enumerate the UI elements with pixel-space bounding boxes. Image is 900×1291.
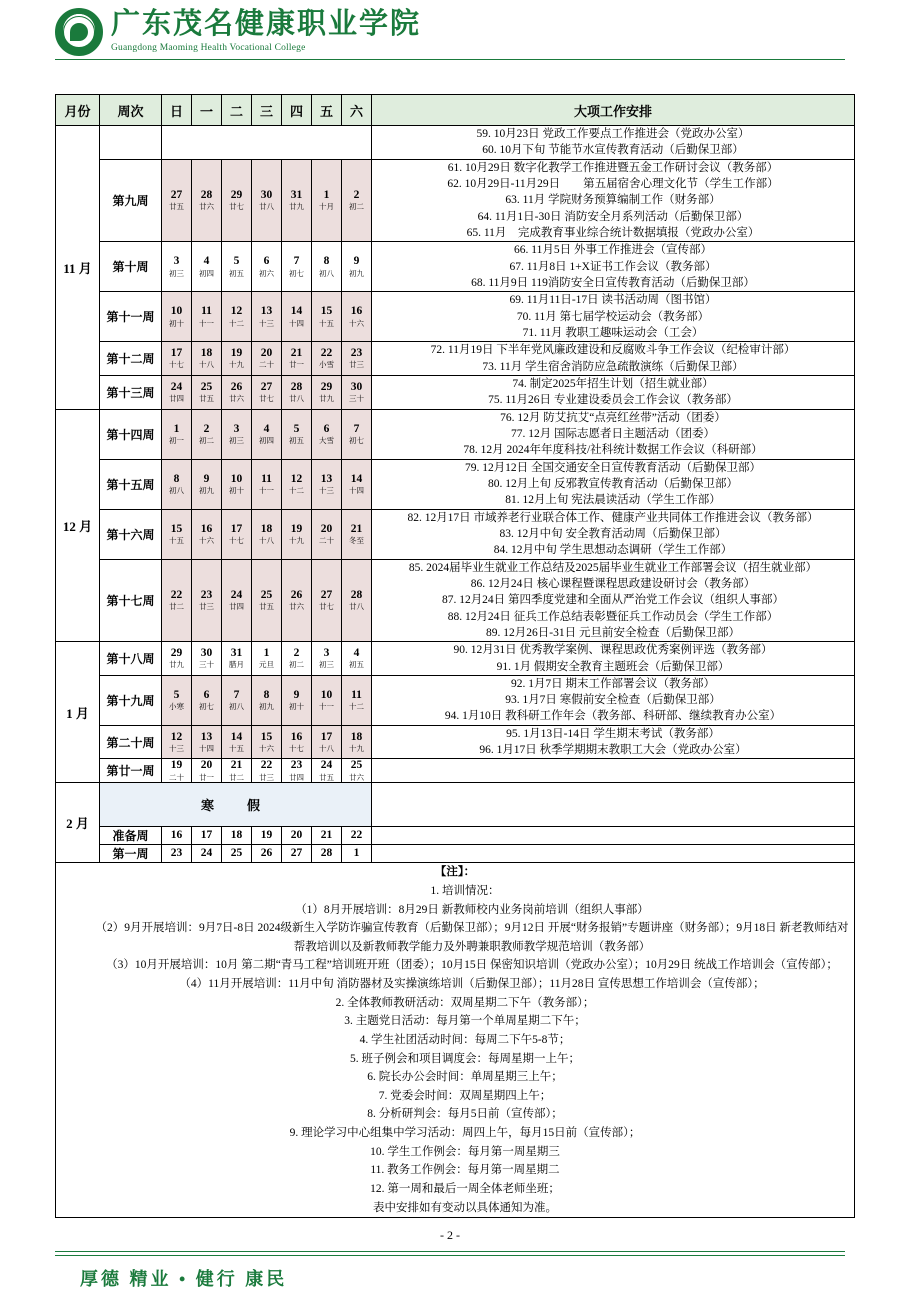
day-cell: 1 十月 bbox=[312, 159, 342, 242]
day-cell: 14 十四 bbox=[282, 292, 312, 342]
th-week: 周次 bbox=[100, 95, 162, 126]
day-cell: 24 廿四 bbox=[222, 559, 252, 642]
vacation-label: 寒 假 bbox=[100, 783, 372, 827]
day-cell: 4 初五 bbox=[342, 642, 372, 676]
task-item: 87. 12月24日 第四季度党建和全面从严治党工作会议（组织人事部） bbox=[441, 594, 785, 607]
task-cell bbox=[372, 375, 855, 409]
task-cell bbox=[372, 845, 855, 863]
day-cell: 4 初四 bbox=[252, 409, 282, 459]
day-cell: 6 大雪 bbox=[312, 409, 342, 459]
college-emblem-icon bbox=[55, 8, 103, 56]
task-cell bbox=[372, 126, 855, 160]
task-item: 83. 12月中旬 安全教育活动周（后勤保卫部） bbox=[499, 527, 727, 540]
task-item: 69. 11月11日-17日 读书活动周（图书馆） bbox=[509, 294, 717, 307]
day-cell-empty bbox=[162, 126, 372, 160]
th-fri: 五 bbox=[312, 95, 342, 126]
document-header bbox=[0, 0, 900, 62]
day-cell: 4 初四 bbox=[192, 242, 222, 292]
task-item: 59. 10月23日 党政工作要点工作推进会（党政办公室） bbox=[476, 128, 750, 140]
task-item: 96. 1月17日 秋季学期期末教职工大会（党政办公室） bbox=[479, 744, 747, 757]
task-item: 80. 12月上旬 反邪教宣传教育活动（后勤保卫部） bbox=[487, 477, 739, 490]
th-tue: 二 bbox=[222, 95, 252, 126]
task-item: 64. 11月1日-30日 消防安全月系列活动（后勤保卫部） bbox=[477, 210, 749, 223]
day-cell: 20 廿一 bbox=[192, 759, 222, 783]
month-cell: 1 月 bbox=[56, 642, 100, 783]
day-cell: 24 bbox=[192, 845, 222, 863]
month-cell: 2 月 bbox=[56, 783, 100, 863]
day-cell: 20 bbox=[282, 827, 312, 845]
day-cell: 10 初十 bbox=[162, 292, 192, 342]
task-item: 82. 12月17日 市域养老行业联合体工作、健康产业共同体工作推进会议（教务部） bbox=[407, 511, 819, 524]
task-cell bbox=[372, 509, 855, 559]
note-item: （1）8月开展培训：8月29日 新教师校内业务岗前培训（组织人事部） bbox=[295, 903, 649, 916]
note-item: 4. 学生社团活动时间：每周二下午5-8节； bbox=[359, 1033, 571, 1046]
week-cell: 第二十周 bbox=[100, 725, 162, 759]
day-cell: 1 bbox=[342, 845, 372, 863]
day-cell: 23 廿三 bbox=[192, 559, 222, 642]
calendar-row bbox=[56, 725, 855, 759]
day-cell: 28 廿六 bbox=[192, 159, 222, 242]
day-cell: 21 bbox=[312, 827, 342, 845]
day-cell: 12 十二 bbox=[222, 292, 252, 342]
task-cell bbox=[372, 783, 855, 827]
calendar-row bbox=[56, 409, 855, 459]
day-cell: 21 冬至 bbox=[342, 509, 372, 559]
task-cell bbox=[372, 409, 855, 459]
note-item: 5. 班子例会和项目调度会：每周星期一上午； bbox=[350, 1052, 580, 1065]
day-cell: 16 十七 bbox=[282, 725, 312, 759]
note-item: 表中安排如有变动以具体通知为准。 bbox=[373, 1201, 557, 1214]
notes-cell bbox=[56, 863, 855, 1218]
week-cell: 第十二周 bbox=[100, 342, 162, 376]
task-item: 63. 11月 学院财务预算编制工作（财务部） bbox=[505, 194, 721, 207]
calendar-row bbox=[56, 242, 855, 292]
day-cell: 15 十五 bbox=[312, 292, 342, 342]
table-header-row bbox=[56, 95, 855, 126]
day-cell: 25 bbox=[222, 845, 252, 863]
week-cell: 第廿一周 bbox=[100, 759, 162, 783]
task-cell bbox=[372, 827, 855, 845]
task-cell bbox=[372, 559, 855, 642]
day-cell: 20 二十 bbox=[252, 342, 282, 376]
day-cell: 5 初五 bbox=[282, 409, 312, 459]
day-cell: 1 元旦 bbox=[252, 642, 282, 676]
task-cell bbox=[372, 342, 855, 376]
day-cell: 18 十八 bbox=[252, 509, 282, 559]
note-item: 12. 第一周和最后一周全体老师坐班； bbox=[370, 1182, 560, 1195]
calendar-row bbox=[56, 126, 855, 160]
th-tasks: 大项工作安排 bbox=[372, 95, 855, 126]
header-divider bbox=[55, 59, 845, 60]
task-item: 86. 12月24日 核心课程暨课程思政建设研讨会（教务部） bbox=[470, 577, 756, 590]
day-cell: 12 十三 bbox=[162, 725, 192, 759]
day-cell: 10 十一 bbox=[312, 675, 342, 725]
day-cell: 26 bbox=[252, 845, 282, 863]
task-item: 75. 11月26日 专业建设委员会工作会议（教务部） bbox=[488, 394, 738, 407]
task-item: 60. 10月下旬 节能节水宣传教育活动（后勤保卫部） bbox=[482, 144, 744, 157]
day-cell: 12 十二 bbox=[282, 459, 312, 509]
day-cell: 23 廿四 bbox=[282, 759, 312, 783]
day-cell: 27 廿七 bbox=[312, 559, 342, 642]
note-item: 6. 院长办公会时间：单周星期三上午； bbox=[367, 1071, 563, 1084]
day-cell: 11 十二 bbox=[342, 675, 372, 725]
academic-calendar-table bbox=[55, 94, 855, 1218]
task-item: 77. 12月 国际志愿者日主题活动（团委） bbox=[510, 427, 716, 440]
task-item: 92. 1月7日 期末工作部署会议（教务部） bbox=[510, 677, 716, 690]
task-item: 93. 1月7日 寒假前安全检查（后勤保卫部） bbox=[505, 694, 721, 707]
day-cell: 13 十三 bbox=[252, 292, 282, 342]
day-cell: 31 腊月 bbox=[222, 642, 252, 676]
calendar-row bbox=[56, 675, 855, 725]
day-cell: 17 十八 bbox=[312, 725, 342, 759]
day-cell: 15 十六 bbox=[252, 725, 282, 759]
day-cell: 31 廿九 bbox=[282, 159, 312, 242]
task-item: 89. 12月26日-31日 元旦前安全检查（后勤保卫部） bbox=[486, 626, 740, 639]
task-item: 95. 1月13日-14日 学生期末考试（教务部） bbox=[506, 727, 720, 740]
note-item: 8. 分析研判会：每月5日前（宣传部）； bbox=[367, 1108, 563, 1121]
day-cell: 30 廿八 bbox=[252, 159, 282, 242]
week-cell: 第十五周 bbox=[100, 459, 162, 509]
calendar-row bbox=[56, 375, 855, 409]
th-mon: 一 bbox=[192, 95, 222, 126]
task-cell bbox=[372, 242, 855, 292]
day-cell: 18 十九 bbox=[342, 725, 372, 759]
day-cell: 3 初三 bbox=[162, 242, 192, 292]
day-cell: 17 bbox=[192, 827, 222, 845]
day-cell: 29 廿九 bbox=[162, 642, 192, 676]
note-item: 9. 理论学习中心组集中学习活动：周四上午，每月15日前（宣传部）； bbox=[289, 1127, 641, 1140]
day-cell: 26 廿六 bbox=[222, 375, 252, 409]
month-cell: 12 月 bbox=[56, 409, 100, 642]
task-item: 68. 11月9日 119消防安全日宣传教育活动（后勤保卫部） bbox=[471, 276, 755, 289]
day-cell: 28 廿八 bbox=[342, 559, 372, 642]
day-cell: 3 初三 bbox=[312, 642, 342, 676]
week-cell bbox=[100, 126, 162, 160]
college-name-en: Guangdong Maoming Health Vocational College bbox=[111, 43, 306, 53]
day-cell: 11 十一 bbox=[252, 459, 282, 509]
day-cell: 7 初七 bbox=[282, 242, 312, 292]
day-cell: 8 初八 bbox=[312, 242, 342, 292]
week-cell: 第十一周 bbox=[100, 292, 162, 342]
task-cell bbox=[372, 159, 855, 242]
task-item: 90. 12月31日 优秀教学案例、课程思政优秀案例评选（教务部） bbox=[453, 644, 773, 657]
day-cell: 8 初九 bbox=[252, 675, 282, 725]
day-cell: 22 廿三 bbox=[252, 759, 282, 783]
task-item: 91. 1月 假期安全教育主题班会（后勤保卫部） bbox=[496, 660, 730, 673]
note-item: 11. 教务工作例会：每月第一周星期二 bbox=[370, 1164, 560, 1177]
task-item: 70. 11月 第七届学校运动会（教务部） bbox=[516, 310, 710, 323]
week-cell: 第一周 bbox=[100, 845, 162, 863]
task-item: 78. 12月 2024年年度科技/社科统计数据工作会议（科研部） bbox=[463, 444, 763, 457]
day-cell: 14 十四 bbox=[342, 459, 372, 509]
note-item: 2. 全体教师教研活动：双周星期二下午（教务部）； bbox=[335, 996, 595, 1009]
day-cell: 22 廿二 bbox=[162, 559, 192, 642]
day-cell: 18 bbox=[222, 827, 252, 845]
note-item: 7. 党委会时间：双周星期四上午； bbox=[378, 1089, 552, 1102]
day-cell: 23 bbox=[162, 845, 192, 863]
task-item: 72. 11月19日 下半年党风廉政建设和反腐败斗争工作会议（纪检审计部） bbox=[430, 344, 796, 357]
day-cell: 2 初二 bbox=[342, 159, 372, 242]
week-cell: 第十六周 bbox=[100, 509, 162, 559]
task-cell bbox=[372, 759, 855, 783]
day-cell: 22 bbox=[342, 827, 372, 845]
th-sat: 六 bbox=[342, 95, 372, 126]
day-cell: 16 十六 bbox=[192, 509, 222, 559]
calendar-row bbox=[56, 827, 855, 845]
task-item: 66. 11月5日 外事工作推进会（宣传部） bbox=[514, 244, 712, 257]
calendar-row bbox=[56, 759, 855, 783]
footer-divider bbox=[0, 1245, 900, 1263]
task-item: 84. 12月中旬 学生思想动态调研（学生工作部） bbox=[493, 544, 733, 557]
week-cell: 第十三周 bbox=[100, 375, 162, 409]
week-cell: 第十八周 bbox=[100, 642, 162, 676]
th-thu: 四 bbox=[282, 95, 312, 126]
calendar-row bbox=[56, 292, 855, 342]
task-item: 76. 12月 防艾抗艾“点亮红丝带”活动（团委） bbox=[500, 411, 726, 424]
th-sun: 日 bbox=[162, 95, 192, 126]
note-item: 3. 主题党日活动：每月第一个单周星期二下午； bbox=[344, 1015, 586, 1028]
task-cell bbox=[372, 675, 855, 725]
note-item: （2）9月开展培训：9月7日-8日 2024级新生入学防诈骗宣传教育（后勤保卫部）；9月12日 开展“财务报销”专题讲座（财务部）；9月18日 新老教师结对帮教培训以及新教师教学能力及外聘兼职教师教学规范培训（教务部） bbox=[95, 922, 849, 953]
college-name-cn: 广东茂名健康职业学院 bbox=[111, 8, 422, 40]
note-item: 1. 培训情况： bbox=[430, 884, 500, 897]
calendar-row bbox=[56, 459, 855, 509]
day-cell: 25 廿六 bbox=[342, 759, 372, 783]
week-cell: 第十周 bbox=[100, 242, 162, 292]
task-item: 62. 10月29日-11月29日 第五届宿舍心理文化节（学生工作部） bbox=[447, 177, 779, 190]
calendar-row bbox=[56, 845, 855, 863]
day-cell: 9 初十 bbox=[282, 675, 312, 725]
task-item: 71. 11月 教职工趣味运动会（工会） bbox=[522, 326, 704, 339]
day-cell: 3 初三 bbox=[222, 409, 252, 459]
month-cell: 11 月 bbox=[56, 126, 100, 410]
task-cell bbox=[372, 725, 855, 759]
day-cell: 14 十五 bbox=[222, 725, 252, 759]
task-item: 73. 11月 学生宿舍消防应急疏散演练（后勤保卫部） bbox=[482, 360, 744, 373]
day-cell: 25 廿五 bbox=[252, 559, 282, 642]
calendar-row bbox=[56, 509, 855, 559]
day-cell: 16 十六 bbox=[342, 292, 372, 342]
document-footer bbox=[0, 1228, 900, 1288]
day-cell: 19 二十 bbox=[162, 759, 192, 783]
week-cell: 准备周 bbox=[100, 827, 162, 845]
day-cell: 1 初一 bbox=[162, 409, 192, 459]
college-logo bbox=[55, 8, 900, 56]
task-cell bbox=[372, 642, 855, 676]
task-item: 94. 1月10日 教科研工作年会（教务部、科研部、继续教育办公室） bbox=[444, 710, 782, 723]
notes-title: 【注】： bbox=[434, 866, 476, 879]
th-wed: 三 bbox=[252, 95, 282, 126]
day-cell: 19 十九 bbox=[282, 509, 312, 559]
page-number: - 2 - bbox=[440, 1228, 460, 1243]
week-cell: 第十四周 bbox=[100, 409, 162, 459]
day-cell: 17 十七 bbox=[222, 509, 252, 559]
note-item: （4）11月开展培训：11月中旬 消防器材及实操演练培训（后勤保卫部）；11月28日 宣传思想工作培训会（宣传部）； bbox=[179, 978, 765, 991]
day-cell: 29 廿九 bbox=[312, 375, 342, 409]
day-cell: 22 小雪 bbox=[312, 342, 342, 376]
note-item: （3）10月开展培训：10月 第二期“青马工程”培训班开班（团委）；10月15日 保密知识培训（党政办公室）；10月29日 统战工作培训会（宣传部）； bbox=[106, 959, 838, 972]
day-cell: 5 初五 bbox=[222, 242, 252, 292]
day-cell: 29 廿七 bbox=[222, 159, 252, 242]
task-item: 74. 制定2025年招生计划（招生就业部） bbox=[512, 377, 714, 390]
task-cell bbox=[372, 459, 855, 509]
day-cell: 13 十三 bbox=[312, 459, 342, 509]
day-cell: 17 十七 bbox=[162, 342, 192, 376]
day-cell: 10 初十 bbox=[222, 459, 252, 509]
note-item: 10. 学生工作例会：每月第一周星期三 bbox=[370, 1145, 560, 1158]
task-item: 61. 10月29日 数字化教学工作推进暨五金工作研讨会议（教务部） bbox=[447, 161, 779, 174]
calendar-row bbox=[56, 642, 855, 676]
day-cell: 27 bbox=[282, 845, 312, 863]
day-cell: 18 十八 bbox=[192, 342, 222, 376]
day-cell: 30 三十 bbox=[342, 375, 372, 409]
task-cell bbox=[372, 292, 855, 342]
day-cell: 26 廿六 bbox=[282, 559, 312, 642]
day-cell: 21 廿一 bbox=[282, 342, 312, 376]
college-motto: 厚德 精业 • 健行 康民 bbox=[80, 1269, 288, 1290]
day-cell: 7 初七 bbox=[342, 409, 372, 459]
week-cell: 第十九周 bbox=[100, 675, 162, 725]
day-cell: 28 廿八 bbox=[282, 375, 312, 409]
task-item: 67. 11月8日 1+X证书工作会议（教务部） bbox=[509, 260, 717, 273]
day-cell: 24 廿五 bbox=[312, 759, 342, 783]
day-cell: 11 十一 bbox=[192, 292, 222, 342]
day-cell: 9 初九 bbox=[342, 242, 372, 292]
day-cell: 2 初二 bbox=[282, 642, 312, 676]
day-cell: 5 小寒 bbox=[162, 675, 192, 725]
day-cell: 27 廿五 bbox=[162, 159, 192, 242]
day-cell: 19 bbox=[252, 827, 282, 845]
week-cell: 第十七周 bbox=[100, 559, 162, 642]
day-cell: 30 三十 bbox=[192, 642, 222, 676]
week-cell: 第九周 bbox=[100, 159, 162, 242]
day-cell: 9 初九 bbox=[192, 459, 222, 509]
day-cell: 6 初七 bbox=[192, 675, 222, 725]
day-cell: 2 初二 bbox=[192, 409, 222, 459]
day-cell: 16 bbox=[162, 827, 192, 845]
day-cell: 23 廿三 bbox=[342, 342, 372, 376]
day-cell: 21 廿二 bbox=[222, 759, 252, 783]
calendar-row bbox=[56, 159, 855, 242]
day-cell: 27 廿七 bbox=[252, 375, 282, 409]
day-cell: 25 廿五 bbox=[192, 375, 222, 409]
day-cell: 20 二十 bbox=[312, 509, 342, 559]
day-cell: 7 初八 bbox=[222, 675, 252, 725]
vacation-row bbox=[56, 783, 855, 827]
th-month: 月份 bbox=[56, 95, 100, 126]
day-cell: 28 bbox=[312, 845, 342, 863]
task-item: 88. 12月24日 征兵工作总结表彰暨征兵工作动员会（学生工作部） bbox=[447, 610, 779, 623]
task-item: 81. 12月上旬 宪法晨读活动（学生工作部） bbox=[505, 494, 721, 507]
task-item: 65. 11月 完成教育事业综合统计数据填报（党政办公室） bbox=[466, 226, 760, 239]
day-cell: 24 廿四 bbox=[162, 375, 192, 409]
notes-row bbox=[56, 863, 855, 1218]
day-cell: 6 初六 bbox=[252, 242, 282, 292]
day-cell: 19 十九 bbox=[222, 342, 252, 376]
task-item: 85. 2024届毕业生就业工作总结及2025届毕业生就业工作部署会议（招生就业部） bbox=[408, 561, 818, 574]
calendar-row bbox=[56, 342, 855, 376]
day-cell: 8 初八 bbox=[162, 459, 192, 509]
day-cell: 15 十五 bbox=[162, 509, 192, 559]
calendar-row bbox=[56, 559, 855, 642]
task-item: 79. 12月12日 全国交通安全日宣传教育活动（后勤保卫部） bbox=[464, 461, 762, 474]
day-cell: 13 十四 bbox=[192, 725, 222, 759]
